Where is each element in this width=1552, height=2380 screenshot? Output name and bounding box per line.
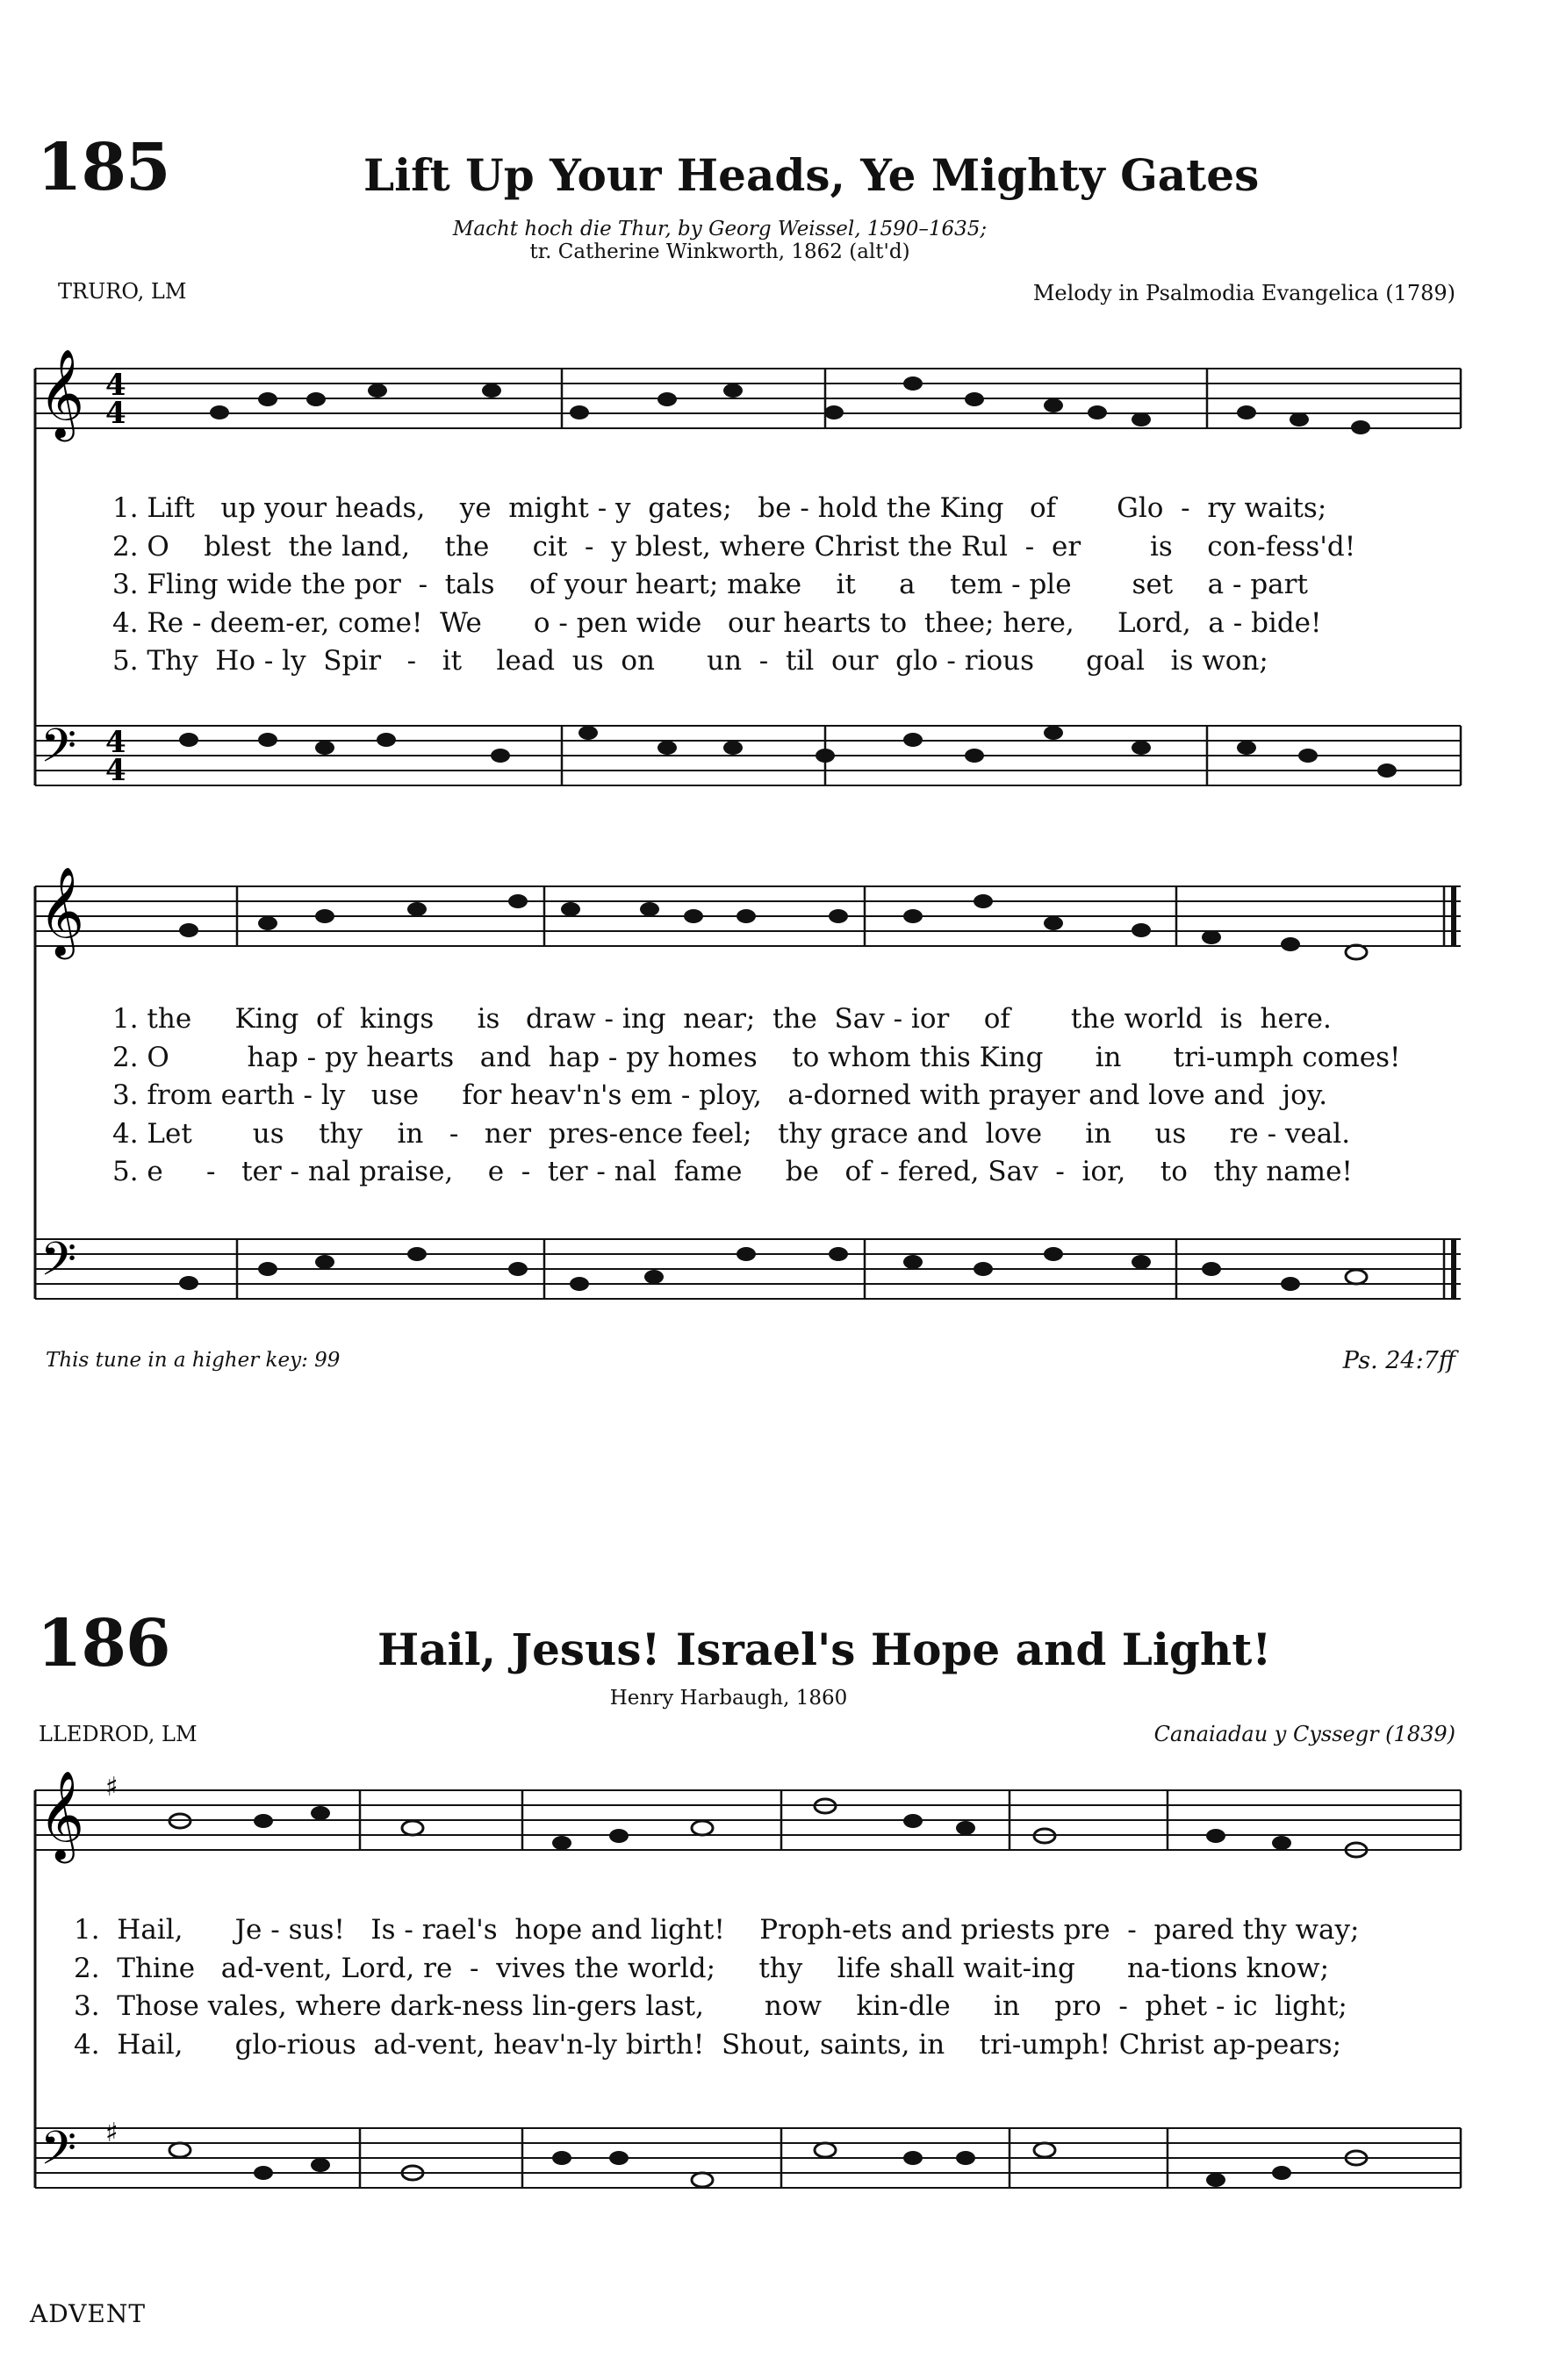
- verse-line: 2. O blest the land, the cit - y blest, where Christ the Rul - er is con-fess'd!: [112, 530, 1356, 563]
- verse-line: 1. Lift up your heads, ye might - y gates; be - hold the King of Glo - ry waits;: [112, 492, 1327, 524]
- hymn-186-bass-staff: [35, 2118, 1461, 2188]
- svg-text:4: 4: [105, 368, 126, 403]
- svg-text:𝄢: 𝄢: [40, 1233, 77, 1298]
- hymn-185-system-2-bass-staff: [35, 1233, 1461, 1299]
- verse-line: 1. Hail, Je - sus! Is - rael's hope and light! Proph-ets and priests pre - pared thy way;: [74, 1914, 1360, 1946]
- hymn-186-verses: [74, 1911, 1478, 2064]
- svg-text:𝄢: 𝄢: [40, 720, 77, 785]
- svg-text:4: 4: [105, 396, 126, 431]
- verse-line: 3. Fling wide the por - tals of your heart; make it a tem - ple set a - part: [112, 569, 1308, 600]
- verse-line: 4. Let us thy in - ner pres-ence feel; thy grace and love in us re - veal.: [112, 1117, 1351, 1150]
- verse-line: 2. O hap - py hearts and hap - py homes to whom this King in tri-umph comes!: [112, 1041, 1401, 1073]
- hymn-185-system-2-treble-staff: [35, 865, 1461, 960]
- hymn-185-attribution-line1: Macht hoch die Thur, by Georg Weissel, 1590–1635;: [452, 218, 988, 240]
- svg-text:𝄞: 𝄞: [39, 865, 85, 956]
- hymn-186-title: Hail, Jesus! Israel's Hope and Light!: [377, 1624, 1272, 1675]
- verse-line: 5. Thy Ho - ly Spir - it lead us on un - til our glo - rious goal is won;: [112, 645, 1268, 677]
- hymn-185-melody-source: Melody in Psalmodia Evangelica (1789): [1032, 281, 1455, 305]
- hymn-186-attribution: Henry Harbaugh, 1860: [609, 1687, 848, 1710]
- hymn-186-tune-name: LLEDROD, LM: [39, 1722, 198, 1746]
- verse-line: 3. Those vales, where dark-ness lin-gers last, now kin-dle in pro - phet - ic light;: [74, 1990, 1347, 2022]
- verse-line: 2. Thine ad-vent, Lord, re - vives the world; thy life shall wait-ing na-tions know;: [74, 1952, 1330, 1984]
- verse-line: 4. Re - deem-er, come! We o - pen wide our hearts to thee; here, Lord, a - bide!: [112, 606, 1322, 639]
- svg-text:𝄞: 𝄞: [39, 348, 85, 438]
- hymn-186-number: 186: [37, 1606, 170, 1681]
- verse-line: 4. Hail, glo-rious ad-vent, heav'n-ly birth! Shout, saints, in tri-umph! Christ ap-pears;: [74, 2028, 1342, 2061]
- hymn-185-scripture-reference: Ps. 24:7ff: [1342, 1347, 1455, 1374]
- hymn-185-attribution-line2: tr. Catherine Winkworth, 1862 (alt'd): [529, 240, 910, 263]
- hymn-185-number: 185: [37, 130, 170, 205]
- hymn-185-key-note: This tune in a higher key: 99: [46, 1349, 341, 1372]
- hymn-186-melody-source: Canaiadau y Cyssegr (1839): [1153, 1722, 1455, 1746]
- svg-text:𝄞: 𝄞: [39, 1769, 85, 1860]
- hymn-185-system-1-bass-staff: [35, 720, 1461, 788]
- svg-text:𝄢: 𝄢: [40, 2122, 77, 2187]
- svg-text:♯: ♯: [105, 2118, 119, 2148]
- hymn-185-system-1-treble-staff: [35, 348, 1461, 442]
- hymn-185-system-2-verses: [112, 1000, 1482, 1192]
- verse-line: 1. the King of kings is draw - ing near; the Sav - ior of the world is here.: [112, 1003, 1332, 1035]
- svg-text:4: 4: [105, 725, 126, 760]
- svg-text:4: 4: [105, 753, 126, 788]
- verse-line: 3. from earth - ly use for heav'n's em - ploy, a-dorned with prayer and love and joy.: [112, 1079, 1328, 1111]
- svg-text:♯: ♯: [105, 1772, 119, 1803]
- section-footer: ADVENT: [30, 2299, 147, 2328]
- hymn-185-title: Lift Up Your Heads, Ye Mighty Gates: [363, 149, 1260, 201]
- hymn-185-tune-name: TRURO, LM: [58, 279, 187, 304]
- verse-line: 5. e - ter - nal praise, e - ter - nal fame be of - fered, Sav - ior, to thy name!: [112, 1156, 1353, 1187]
- hymn-185-system-1-verses: [112, 490, 1482, 681]
- hymn-186-treble-staff: [35, 1769, 1461, 1864]
